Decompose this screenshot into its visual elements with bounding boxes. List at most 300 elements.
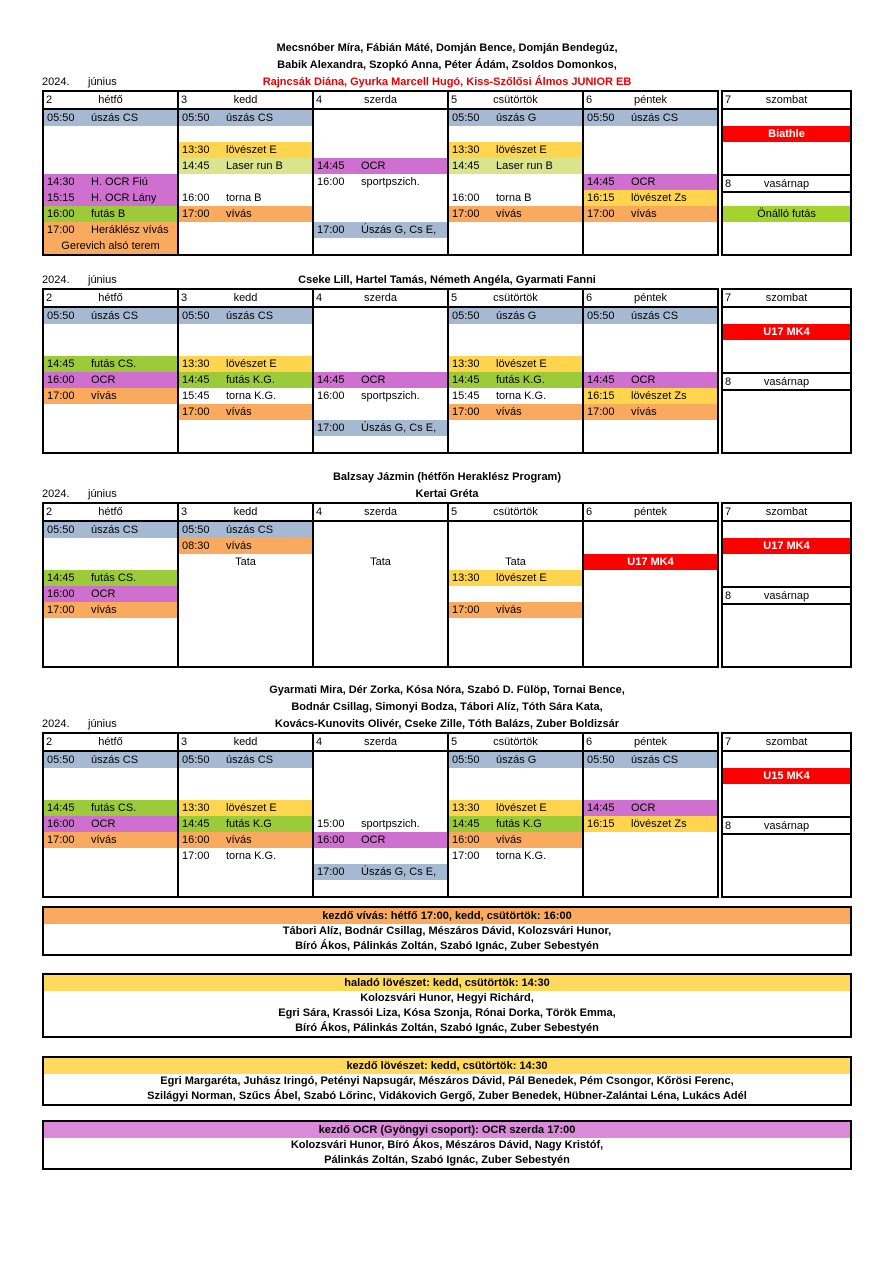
event-label: Tata	[235, 556, 256, 568]
event-label: torna B	[226, 192, 262, 204]
event-row	[449, 372, 582, 388]
date-year: 2024.	[42, 488, 70, 500]
event-row	[449, 602, 582, 618]
event-label: lövészet E	[496, 358, 547, 370]
day-column-body	[584, 752, 717, 896]
event-label: vívás	[91, 604, 117, 616]
date-month: június	[88, 718, 117, 730]
event-row	[449, 554, 582, 570]
team-names-line: Mecsnóber Míra, Fábián Máté, Domján Bence, Domján Bendegúz,	[276, 42, 618, 54]
event-time: 13:30	[452, 802, 480, 814]
event-time: 14:45	[182, 818, 210, 830]
roster-name-line: Pálinkás Zoltán, Szabó Ignác, Zuber Sebestyén	[324, 1154, 570, 1166]
day-column-kedd	[177, 732, 314, 898]
day-header	[179, 734, 312, 752]
saturday-number: 7	[725, 94, 732, 106]
event-row	[179, 800, 312, 816]
event-label: Laser run B	[226, 160, 283, 172]
sunday-number: 8	[725, 590, 732, 602]
event-time: 08:30	[182, 540, 210, 552]
event-row	[314, 832, 447, 848]
event-label: OCR	[361, 374, 386, 386]
event-row	[449, 308, 582, 324]
event-label: lövészet E	[496, 802, 547, 814]
event-label: Biathle	[768, 128, 805, 140]
event-row	[449, 404, 582, 420]
event-label: H. OCR Lány	[91, 192, 157, 204]
event-time: 16:00	[182, 192, 210, 204]
day-column-body	[179, 752, 312, 896]
sunday-body	[721, 603, 852, 668]
day-column-kedd	[177, 502, 314, 668]
event-label: vívás	[226, 834, 252, 846]
event-label: lövészet E	[496, 572, 547, 584]
date-label	[42, 74, 162, 90]
day-column-body	[449, 752, 582, 896]
day-number: 6	[586, 94, 593, 106]
event-row	[723, 206, 850, 222]
sunday-body	[721, 389, 852, 454]
event-label: H. OCR Fiú	[91, 176, 148, 188]
event-time: 05:50	[47, 754, 75, 766]
day-number: 5	[451, 506, 458, 518]
event-time: 17:00	[587, 406, 615, 418]
event-row	[314, 222, 447, 238]
event-row	[179, 158, 312, 174]
event-label: vívás	[496, 604, 522, 616]
event-row	[179, 142, 312, 158]
event-label: vívás	[226, 406, 252, 418]
event-row	[314, 174, 447, 190]
day-column-hétfő	[42, 502, 179, 668]
event-row	[584, 190, 717, 206]
event-row	[179, 816, 312, 832]
event-time: 15:00	[317, 818, 345, 830]
day-header	[179, 504, 312, 522]
event-label: Úszás G, Cs E,	[361, 224, 437, 236]
day-column-kedd	[177, 90, 314, 256]
event-row	[44, 570, 177, 586]
event-time: 05:50	[452, 310, 480, 322]
event-time: 05:50	[452, 754, 480, 766]
day-header	[44, 92, 177, 110]
event-time: 17:00	[452, 604, 480, 616]
day-header	[44, 504, 177, 522]
event-label: vívás	[226, 208, 252, 220]
date-month: június	[88, 488, 117, 500]
event-row	[44, 174, 177, 190]
day-number: 3	[181, 506, 188, 518]
sunday-name: vasárnap	[763, 376, 810, 388]
event-time: 16:00	[452, 834, 480, 846]
day-name: szerda	[363, 736, 398, 748]
day-column-péntek	[582, 90, 719, 256]
event-time: 17:00	[182, 406, 210, 418]
event-row	[44, 356, 177, 372]
day-column-péntek	[582, 732, 719, 898]
day-column-body	[179, 110, 312, 254]
day-column-body	[314, 110, 447, 254]
weekend-column	[721, 288, 852, 454]
event-time: 14:45	[47, 802, 75, 814]
event-label: sportpszich.	[361, 818, 420, 830]
event-time: 17:00	[47, 834, 75, 846]
event-row	[44, 206, 177, 222]
team-names-line: Rajncsák Diána, Gyurka Marcell Hugó, Kiss-Szőlősi Álmos JUNIOR EB	[262, 76, 632, 88]
date-year: 2024.	[42, 274, 70, 286]
sunday-name: vasárnap	[763, 820, 810, 832]
event-label: OCR	[91, 374, 116, 386]
team-names-line: Bodnár Csillag, Simonyi Bodza, Tábori Alíz, Tóth Sára Kata,	[291, 701, 603, 713]
event-label: futás K.G	[226, 818, 272, 830]
event-label: úszás CS	[226, 754, 274, 766]
event-row	[584, 554, 717, 570]
day-number: 6	[586, 736, 593, 748]
roster-name-line: Szilágyi Norman, Szűcs Ábel, Szabó Lőrinc, Vidákovich Gergő, Zuber Benedek, Hübner-Zalántai Léna, Lukács Adél	[147, 1090, 747, 1102]
day-column-body	[314, 308, 447, 452]
day-column-body	[584, 110, 717, 254]
day-column-body	[44, 522, 177, 666]
day-name: péntek	[633, 736, 668, 748]
event-time: 14:45	[182, 160, 210, 172]
event-time: 14:45	[452, 818, 480, 830]
event-row	[44, 110, 177, 126]
event-row	[449, 388, 582, 404]
event-row	[179, 356, 312, 372]
event-row	[723, 126, 850, 142]
saturday-number: 7	[725, 736, 732, 748]
event-time: 05:50	[587, 754, 615, 766]
event-label: sportpszich.	[361, 390, 420, 402]
day-name: kedd	[233, 736, 258, 748]
event-label: úszás CS	[226, 112, 274, 124]
day-column-body	[584, 308, 717, 452]
event-label: úszás CS	[631, 754, 679, 766]
event-label: úszás CS	[91, 310, 139, 322]
event-time: 16:00	[452, 192, 480, 204]
event-time: 14:45	[587, 374, 615, 386]
day-name: péntek	[633, 94, 668, 106]
event-row	[179, 308, 312, 324]
roster-banner-header: kezdő OCR (Gyöngyi csoport): OCR szerda 17:00	[44, 1122, 850, 1138]
event-label: U17 MK4	[627, 556, 674, 568]
day-name: csütörtök	[493, 736, 538, 748]
event-time: 16:00	[47, 818, 75, 830]
day-number: 2	[46, 506, 53, 518]
event-time: 16:00	[47, 374, 75, 386]
event-row	[44, 832, 177, 848]
event-label: torna K.G.	[496, 850, 547, 862]
date-label	[42, 486, 162, 502]
event-time: 05:50	[47, 310, 75, 322]
event-row	[584, 174, 717, 190]
event-row	[44, 372, 177, 388]
event-time: 16:15	[587, 192, 615, 204]
event-label: OCR	[361, 834, 386, 846]
date-label	[42, 272, 162, 288]
day-column-hétfő	[42, 90, 179, 256]
day-name: csütörtök	[493, 292, 538, 304]
event-label: Önálló futás	[757, 208, 816, 220]
event-row	[314, 372, 447, 388]
event-time: 05:50	[587, 112, 615, 124]
event-label: vívás	[226, 540, 252, 552]
event-label: lövészet Zs	[631, 192, 687, 204]
event-label: torna B	[496, 192, 532, 204]
day-header	[584, 290, 717, 308]
day-column-péntek	[582, 502, 719, 668]
event-label: OCR	[631, 176, 656, 188]
event-time: 14:45	[317, 374, 345, 386]
event-label: lövészet E	[226, 802, 277, 814]
event-time: 05:50	[587, 310, 615, 322]
roster-name-line: Bíró Ákos, Pálinkás Zoltán, Szabó Ignác, Zuber Sebestyén	[295, 1022, 599, 1034]
event-label: U17 MK4	[763, 540, 810, 552]
event-label: torna K.G.	[226, 390, 277, 402]
event-row	[723, 768, 850, 784]
day-column-body	[44, 110, 177, 254]
day-header	[449, 92, 582, 110]
event-row	[44, 602, 177, 618]
day-number: 2	[46, 736, 53, 748]
day-number: 4	[316, 292, 323, 304]
event-row	[584, 206, 717, 222]
day-number: 2	[46, 292, 53, 304]
event-row	[449, 570, 582, 586]
event-row	[584, 388, 717, 404]
event-time: 16:15	[587, 818, 615, 830]
sunday-body	[721, 191, 852, 256]
roster-banner-3	[42, 1056, 852, 1106]
day-header	[44, 290, 177, 308]
event-label: Heráklész vívás	[91, 224, 169, 236]
day-column-csütörtök	[447, 90, 584, 256]
day-header	[449, 290, 582, 308]
event-time: 13:30	[182, 144, 210, 156]
day-name: hétfő	[98, 506, 123, 518]
day-number: 4	[316, 736, 323, 748]
event-row	[179, 404, 312, 420]
event-time: 16:00	[317, 176, 345, 188]
event-time: 17:00	[452, 208, 480, 220]
event-row	[449, 142, 582, 158]
event-time: 17:00	[182, 208, 210, 220]
saturday-number: 7	[725, 292, 732, 304]
event-row	[179, 522, 312, 538]
roster-name-line: Kolozsvári Hunor, Bíró Ákos, Mészáros Dávid, Nagy Kristóf,	[290, 1139, 604, 1151]
roster-name-line: Bíró Ákos, Pálinkás Zoltán, Szabó Ignác, Zuber Sebestyén	[295, 940, 599, 952]
event-row	[723, 538, 850, 554]
event-label: vívás	[91, 390, 117, 402]
date-label	[42, 716, 162, 732]
sunday-number: 8	[725, 376, 732, 388]
event-time: 13:30	[452, 144, 480, 156]
event-time: 15:15	[47, 192, 75, 204]
event-row	[179, 190, 312, 206]
event-row	[449, 832, 582, 848]
event-label: úszás CS	[631, 310, 679, 322]
event-row	[314, 554, 447, 570]
saturday-header	[721, 288, 852, 308]
event-time: 14:45	[452, 160, 480, 172]
event-row	[44, 586, 177, 602]
sunday-number: 8	[725, 820, 732, 832]
event-time: 17:00	[317, 422, 345, 434]
event-label: vívás	[496, 406, 522, 418]
day-name: péntek	[633, 506, 668, 518]
event-time: 16:00	[47, 208, 75, 220]
day-column-szerda	[312, 502, 449, 668]
day-column-hétfő	[42, 732, 179, 898]
event-label: OCR	[361, 160, 386, 172]
event-time: 14:30	[47, 176, 75, 188]
day-column-body	[179, 308, 312, 452]
day-column-kedd	[177, 288, 314, 454]
event-time: 17:00	[587, 208, 615, 220]
event-label: lövészet E	[496, 144, 547, 156]
day-name: péntek	[633, 292, 668, 304]
event-label: úszás CS	[631, 112, 679, 124]
team-names-line: Cseke Lill, Hartel Tamás, Németh Angéla, Gyarmati Fanni	[298, 274, 596, 286]
event-label: lövészet E	[226, 358, 277, 370]
roster-name-line: Kolozsvári Hunor, Hegyi Richárd,	[360, 992, 534, 1004]
event-row	[44, 222, 177, 238]
saturday-body	[721, 750, 852, 818]
day-name: kedd	[233, 506, 258, 518]
event-row	[723, 324, 850, 340]
day-number: 4	[316, 94, 323, 106]
event-row	[44, 190, 177, 206]
day-name: szerda	[363, 94, 398, 106]
roster-banner-header: kezdő lövészet: kedd, csütörtök: 14:30	[44, 1058, 850, 1074]
weekend-column	[721, 732, 852, 898]
event-label: lövészet Zs	[631, 818, 687, 830]
sunday-name: vasárnap	[763, 178, 810, 190]
day-header	[584, 504, 717, 522]
event-time: 14:45	[317, 160, 345, 172]
event-row	[179, 372, 312, 388]
event-time: 05:50	[47, 112, 75, 124]
event-time: 17:00	[47, 390, 75, 402]
event-label: U15 MK4	[763, 770, 810, 782]
day-column-szerda	[312, 288, 449, 454]
event-time: 17:00	[317, 866, 345, 878]
day-name: szerda	[363, 292, 398, 304]
date-year: 2024.	[42, 718, 70, 730]
day-name: csütörtök	[493, 94, 538, 106]
day-column-body	[314, 752, 447, 896]
event-time: 14:45	[182, 374, 210, 386]
event-row	[179, 848, 312, 864]
event-label: vívás	[631, 406, 657, 418]
roster-banner-2	[42, 973, 852, 1038]
sunday-number: 8	[725, 178, 732, 190]
event-row	[44, 238, 177, 254]
day-column-szerda	[312, 732, 449, 898]
saturday-body	[721, 520, 852, 588]
saturday-body	[721, 108, 852, 176]
event-time: 13:30	[452, 358, 480, 370]
event-label: OCR	[631, 802, 656, 814]
event-time: 05:50	[182, 112, 210, 124]
day-column-body	[449, 308, 582, 452]
event-row	[44, 816, 177, 832]
day-column-body	[179, 522, 312, 666]
event-time: 14:45	[452, 374, 480, 386]
event-label: úszás CS	[226, 310, 274, 322]
event-label: vívás	[496, 834, 522, 846]
event-time: 05:50	[182, 310, 210, 322]
event-row	[314, 158, 447, 174]
event-row	[179, 388, 312, 404]
day-header	[584, 92, 717, 110]
event-row	[584, 816, 717, 832]
event-time: 16:00	[317, 834, 345, 846]
event-time: 13:30	[182, 802, 210, 814]
event-row	[314, 816, 447, 832]
event-label: Úszás G, Cs E,	[361, 866, 437, 878]
event-row	[44, 752, 177, 768]
event-time: 15:45	[182, 390, 210, 402]
day-column-csütörtök	[447, 502, 584, 668]
event-row	[449, 816, 582, 832]
event-time: 17:00	[452, 406, 480, 418]
day-name: kedd	[233, 292, 258, 304]
day-name: hétfő	[98, 94, 123, 106]
event-label: lövészet Zs	[631, 390, 687, 402]
event-label: úszás G	[496, 754, 537, 766]
event-row	[584, 308, 717, 324]
event-time: 13:30	[182, 358, 210, 370]
date-month: június	[88, 274, 117, 286]
event-row	[449, 158, 582, 174]
event-time: 13:30	[452, 572, 480, 584]
saturday-name: szombat	[765, 94, 808, 106]
saturday-body	[721, 306, 852, 374]
event-time: 17:00	[317, 224, 345, 236]
event-time: 17:00	[47, 604, 75, 616]
event-row	[179, 110, 312, 126]
saturday-number: 7	[725, 506, 732, 518]
event-row	[179, 538, 312, 554]
event-label: U17 MK4	[763, 326, 810, 338]
roster-name-line: Tábori Alíz, Bodnár Csillag, Mészáros Dávid, Kolozsvári Hunor,	[282, 925, 612, 937]
team-names-line: Kertai Gréta	[415, 488, 479, 500]
event-label: úszás CS	[91, 524, 139, 536]
event-time: 05:50	[182, 754, 210, 766]
day-column-body	[314, 522, 447, 666]
day-header	[584, 734, 717, 752]
event-label: úszás G	[496, 112, 537, 124]
day-header	[179, 92, 312, 110]
event-label: Tata	[505, 556, 526, 568]
event-label: futás K.G.	[226, 374, 275, 386]
day-name: hétfő	[98, 292, 123, 304]
day-number: 3	[181, 94, 188, 106]
event-row	[44, 388, 177, 404]
event-label: futás K.G	[496, 818, 542, 830]
day-header	[314, 92, 447, 110]
event-label: vívás	[496, 208, 522, 220]
event-label: futás CS.	[91, 802, 137, 814]
day-column-body	[44, 308, 177, 452]
event-time: 16:00	[47, 588, 75, 600]
event-row	[314, 388, 447, 404]
day-column-péntek	[582, 288, 719, 454]
day-column-szerda	[312, 90, 449, 256]
day-column-body	[584, 522, 717, 666]
day-number: 3	[181, 292, 188, 304]
